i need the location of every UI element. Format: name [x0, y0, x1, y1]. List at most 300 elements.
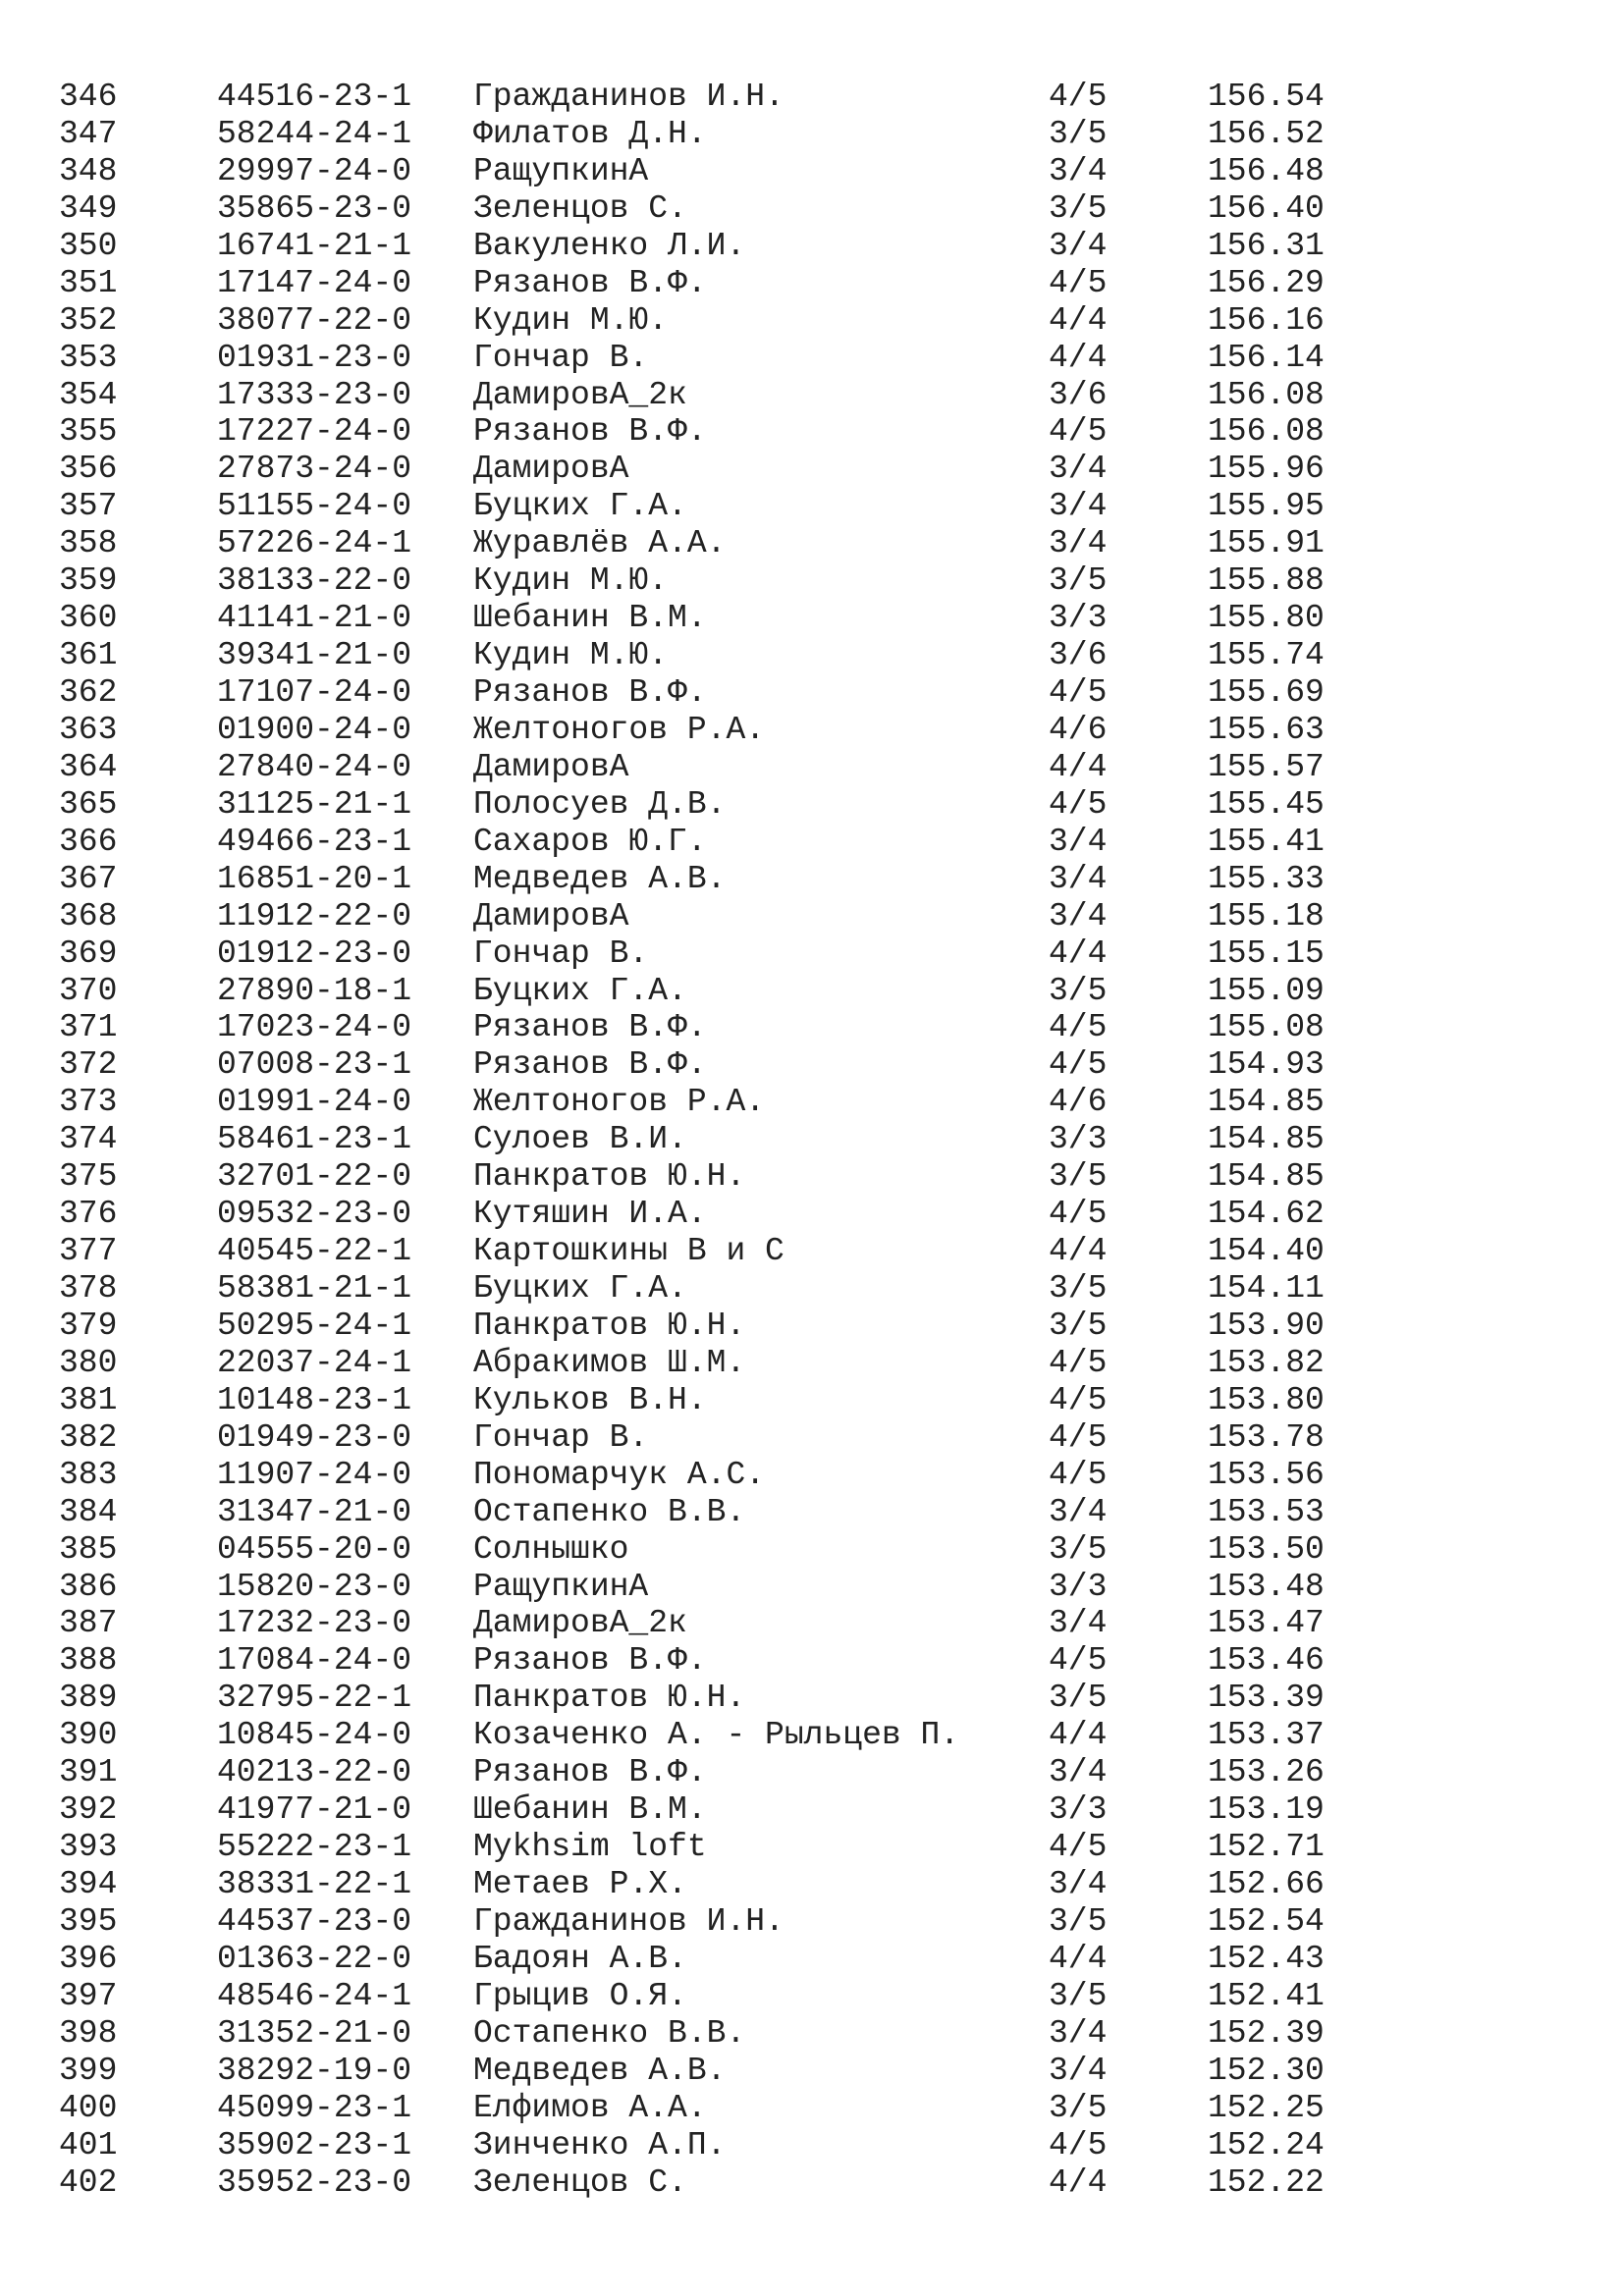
ring-number: 41141-21-0 — [217, 600, 412, 637]
ring-number: 04555-20-0 — [217, 1530, 412, 1568]
row-number: 383 — [59, 1456, 118, 1493]
row-number: 378 — [59, 1270, 118, 1307]
table-row — [59, 1308, 1335, 1345]
owner-name: Рязанов В.Ф. — [473, 1642, 707, 1680]
result-ratio: 3/4 — [1049, 897, 1108, 934]
result-ratio: 4/5 — [1049, 785, 1108, 823]
ring-number: 01949-23-0 — [217, 1418, 412, 1456]
row-number: 370 — [59, 972, 118, 1009]
owner-name: ДамировА_2к — [473, 1605, 687, 1642]
ring-number: 10148-23-1 — [217, 1381, 412, 1418]
owner-name: Рязанов В.Ф. — [473, 1754, 707, 1791]
owner-name: Кудин М.Ю. — [473, 301, 669, 339]
ring-number: 27840-24-0 — [217, 748, 412, 785]
ring-number: 38077-22-0 — [217, 301, 412, 339]
owner-name: Пономарчук А.С. — [473, 1456, 766, 1493]
score-value: 154.40 — [1208, 1233, 1325, 1270]
result-ratio: 3/5 — [1049, 1680, 1108, 1717]
result-ratio: 3/4 — [1049, 1605, 1108, 1642]
ring-number: 17023-24-0 — [217, 1009, 412, 1046]
score-value: 154.85 — [1208, 1084, 1325, 1121]
ring-number: 07008-23-1 — [217, 1046, 412, 1084]
row-number: 346 — [59, 79, 118, 115]
ring-number: 31125-21-1 — [217, 785, 412, 823]
table-row — [59, 1941, 1335, 1978]
ring-number: 38133-22-0 — [217, 562, 412, 600]
table-row — [59, 1233, 1335, 1270]
result-ratio: 4/5 — [1049, 1418, 1108, 1456]
result-ratio: 4/5 — [1049, 1381, 1108, 1418]
table-row — [59, 2090, 1335, 2127]
row-number: 390 — [59, 1717, 118, 1754]
result-ratio: 4/5 — [1049, 2126, 1108, 2163]
ring-number: 10845-24-0 — [217, 1717, 412, 1754]
score-value: 153.50 — [1208, 1530, 1325, 1568]
owner-name: Рязанов В.Ф. — [473, 264, 707, 301]
score-value: 152.54 — [1208, 1902, 1325, 1940]
score-value: 154.85 — [1208, 1158, 1325, 1196]
owner-name: Медведев А.В. — [473, 860, 727, 897]
owner-name: Буцких Г.А. — [473, 972, 687, 1009]
result-ratio: 3/5 — [1049, 2089, 1108, 2126]
owner-name: Буцких Г.А. — [473, 488, 687, 525]
row-number: 389 — [59, 1680, 118, 1717]
row-number: 397 — [59, 1977, 118, 2014]
result-ratio: 4/4 — [1049, 301, 1108, 339]
table-row — [59, 935, 1335, 973]
ring-number: 35865-23-0 — [217, 189, 412, 227]
table-row — [59, 1494, 1335, 1531]
ring-number: 16741-21-1 — [217, 227, 412, 264]
owner-name: ДамировА — [473, 451, 629, 488]
score-value: 152.39 — [1208, 2014, 1325, 2052]
owner-name: Солнышко — [473, 1530, 629, 1568]
result-ratio: 4/5 — [1049, 1196, 1108, 1233]
row-number: 391 — [59, 1754, 118, 1791]
row-number: 380 — [59, 1344, 118, 1381]
owner-name: Желтоногов Р.А. — [473, 1084, 766, 1121]
table-row — [59, 1121, 1335, 1158]
row-number: 365 — [59, 785, 118, 823]
result-ratio: 4/4 — [1049, 339, 1108, 376]
score-value: 156.16 — [1208, 301, 1325, 339]
row-number: 355 — [59, 413, 118, 451]
table-row — [59, 116, 1335, 153]
table-row — [59, 302, 1335, 340]
result-ratio: 3/3 — [1049, 1791, 1108, 1829]
ring-number: 27890-18-1 — [217, 972, 412, 1009]
row-number: 366 — [59, 823, 118, 860]
row-number: 387 — [59, 1605, 118, 1642]
score-value: 156.08 — [1208, 413, 1325, 451]
score-value: 153.46 — [1208, 1642, 1325, 1680]
score-value: 156.48 — [1208, 152, 1325, 189]
score-value: 154.93 — [1208, 1046, 1325, 1084]
ring-number: 49466-23-1 — [217, 823, 412, 860]
result-ratio: 4/5 — [1049, 1642, 1108, 1680]
owner-name: Желтоногов Р.А. — [473, 711, 766, 748]
ring-number: 01931-23-0 — [217, 339, 412, 376]
table-row — [59, 1717, 1335, 1754]
table-row — [59, 525, 1335, 562]
owner-name: Гончар В. — [473, 339, 649, 376]
ring-number: 11912-22-0 — [217, 897, 412, 934]
table-row — [59, 973, 1335, 1010]
result-ratio: 4/5 — [1049, 1009, 1108, 1046]
ring-number: 58381-21-1 — [217, 1270, 412, 1307]
owner-name: Шебанин В.М. — [473, 600, 707, 637]
score-value: 152.22 — [1208, 2163, 1325, 2201]
result-ratio: 3/6 — [1049, 637, 1108, 674]
ring-number: 41977-21-0 — [217, 1791, 412, 1829]
row-number: 374 — [59, 1121, 118, 1158]
owner-name: Вакуленко Л.И. — [473, 227, 746, 264]
row-number: 358 — [59, 525, 118, 562]
table-row — [59, 1046, 1335, 1084]
row-number: 372 — [59, 1046, 118, 1084]
row-number: 402 — [59, 2163, 118, 2201]
ring-number: 35952-23-0 — [217, 2163, 412, 2201]
result-ratio: 3/4 — [1049, 525, 1108, 562]
owner-name: Кудин М.Ю. — [473, 562, 669, 600]
row-number: 375 — [59, 1158, 118, 1196]
result-ratio: 4/5 — [1049, 413, 1108, 451]
table-row — [59, 600, 1335, 637]
owner-name: Сулоев В.И. — [473, 1121, 687, 1158]
owner-name: Журавлёв А.А. — [473, 525, 727, 562]
ring-number: 35902-23-1 — [217, 2126, 412, 2163]
score-value: 153.48 — [1208, 1568, 1325, 1605]
score-value: 155.09 — [1208, 972, 1325, 1009]
ring-number: 01912-23-0 — [217, 934, 412, 972]
row-number: 386 — [59, 1568, 118, 1605]
result-ratio: 3/4 — [1049, 860, 1108, 897]
owner-name: Кульков В.Н. — [473, 1381, 707, 1418]
score-value: 155.88 — [1208, 562, 1325, 600]
score-value: 152.24 — [1208, 2126, 1325, 2163]
ring-number: 40545-22-1 — [217, 1233, 412, 1270]
ring-number: 39341-21-0 — [217, 637, 412, 674]
row-number: 395 — [59, 1902, 118, 1940]
score-value: 152.25 — [1208, 2089, 1325, 2126]
owner-name: Абракимов Ш.М. — [473, 1344, 746, 1381]
ring-number: 22037-24-1 — [217, 1344, 412, 1381]
table-row — [59, 898, 1335, 935]
table-row — [59, 190, 1335, 228]
result-ratio: 4/5 — [1049, 1456, 1108, 1493]
row-number: 367 — [59, 860, 118, 897]
result-ratio: 3/5 — [1049, 115, 1108, 152]
table-row — [59, 2127, 1335, 2164]
result-ratio: 3/5 — [1049, 1530, 1108, 1568]
owner-name: Гражданинов И.Н. — [473, 79, 785, 115]
owner-name: Рязанов В.Ф. — [473, 1046, 707, 1084]
table-row — [59, 1791, 1335, 1829]
row-number: 394 — [59, 1866, 118, 1902]
row-number: 371 — [59, 1009, 118, 1046]
owner-name: Панкратов Ю.Н. — [473, 1307, 746, 1344]
score-value: 155.15 — [1208, 934, 1325, 972]
ring-number: 01363-22-0 — [217, 1940, 412, 1977]
row-number: 384 — [59, 1493, 118, 1530]
ring-number: 31347-21-0 — [217, 1493, 412, 1530]
owner-name: Метаев Р.Х. — [473, 1866, 687, 1902]
ring-number: 27873-24-0 — [217, 451, 412, 488]
result-ratio: 3/5 — [1049, 1902, 1108, 1940]
owner-name: Mykhsim loft — [473, 1829, 707, 1866]
owner-name: Панкратов Ю.Н. — [473, 1680, 746, 1717]
ring-number: 01900-24-0 — [217, 711, 412, 748]
score-value: 152.43 — [1208, 1940, 1325, 1977]
table-row — [59, 861, 1335, 898]
table-row — [59, 1866, 1335, 1903]
result-ratio: 4/5 — [1049, 264, 1108, 301]
ring-number: 55222-23-1 — [217, 1829, 412, 1866]
table-row — [59, 1345, 1335, 1382]
ring-number: 17107-24-0 — [217, 674, 412, 711]
table-row — [59, 1978, 1335, 2015]
row-number: 359 — [59, 562, 118, 600]
score-value: 153.47 — [1208, 1605, 1325, 1642]
result-ratio: 4/5 — [1049, 1829, 1108, 1866]
table-row — [59, 340, 1335, 377]
table-row — [59, 1569, 1335, 1606]
table-row — [59, 1382, 1335, 1419]
ring-number: 40213-22-0 — [217, 1754, 412, 1791]
score-value: 156.14 — [1208, 339, 1325, 376]
score-value: 156.52 — [1208, 115, 1325, 152]
owner-name: Рязанов В.Ф. — [473, 674, 707, 711]
table-row — [59, 1084, 1335, 1121]
ring-number: 17084-24-0 — [217, 1642, 412, 1680]
ring-number: 44537-23-0 — [217, 1902, 412, 1940]
ring-number: 32701-22-0 — [217, 1158, 412, 1196]
score-value: 155.69 — [1208, 674, 1325, 711]
result-ratio: 3/4 — [1049, 227, 1108, 264]
score-value: 152.30 — [1208, 2052, 1325, 2089]
row-number: 392 — [59, 1791, 118, 1829]
row-number: 348 — [59, 152, 118, 189]
table-row — [59, 413, 1335, 451]
score-value: 155.08 — [1208, 1009, 1325, 1046]
owner-name: Рязанов В.Ф. — [473, 413, 707, 451]
table-row — [59, 1196, 1335, 1233]
owner-name: Гончар В. — [473, 934, 649, 972]
result-ratio: 4/6 — [1049, 1084, 1108, 1121]
result-ratio: 3/5 — [1049, 189, 1108, 227]
table-row — [59, 79, 1335, 116]
result-ratio: 3/4 — [1049, 451, 1108, 488]
ring-number: 38292-19-0 — [217, 2052, 412, 2089]
table-row — [59, 674, 1335, 712]
owner-name: Зеленцов С. — [473, 189, 687, 227]
table-row — [59, 1457, 1335, 1494]
score-value: 153.80 — [1208, 1381, 1325, 1418]
result-ratio: 4/4 — [1049, 934, 1108, 972]
score-value: 155.45 — [1208, 785, 1325, 823]
row-number: 382 — [59, 1418, 118, 1456]
score-value: 155.74 — [1208, 637, 1325, 674]
table-row — [59, 2053, 1335, 2090]
row-number: 354 — [59, 376, 118, 413]
score-value: 156.08 — [1208, 376, 1325, 413]
table-row — [59, 1754, 1335, 1791]
score-value: 153.39 — [1208, 1680, 1325, 1717]
row-number: 349 — [59, 189, 118, 227]
table-row — [59, 1605, 1335, 1642]
row-number: 347 — [59, 115, 118, 152]
table-row — [59, 786, 1335, 824]
score-value: 153.37 — [1208, 1717, 1325, 1754]
owner-name: Кутяшин И.А. — [473, 1196, 707, 1233]
table-row — [59, 1270, 1335, 1308]
row-number: 373 — [59, 1084, 118, 1121]
row-number: 353 — [59, 339, 118, 376]
owner-name: Елфимов А.А. — [473, 2089, 707, 2126]
result-ratio: 4/4 — [1049, 2163, 1108, 2201]
result-ratio: 3/4 — [1049, 152, 1108, 189]
row-number: 379 — [59, 1307, 118, 1344]
ring-number: 17147-24-0 — [217, 264, 412, 301]
row-number: 356 — [59, 451, 118, 488]
score-value: 153.56 — [1208, 1456, 1325, 1493]
score-value: 152.41 — [1208, 1977, 1325, 2014]
result-ratio: 3/5 — [1049, 972, 1108, 1009]
row-number: 357 — [59, 488, 118, 525]
table-row — [59, 749, 1335, 786]
score-value: 152.71 — [1208, 1829, 1325, 1866]
owner-name: Остапенко В.В. — [473, 2014, 746, 2052]
score-value: 155.41 — [1208, 823, 1325, 860]
table-row — [59, 153, 1335, 190]
owner-name: Кудин М.Ю. — [473, 637, 669, 674]
row-number: 364 — [59, 748, 118, 785]
score-value: 155.18 — [1208, 897, 1325, 934]
score-value: 155.95 — [1208, 488, 1325, 525]
result-ratio: 3/4 — [1049, 823, 1108, 860]
result-ratio: 3/4 — [1049, 1754, 1108, 1791]
row-number: 401 — [59, 2126, 118, 2163]
ring-number: 32795-22-1 — [217, 1680, 412, 1717]
owner-name: Грыцив О.Я. — [473, 1977, 687, 2014]
result-ratio: 4/4 — [1049, 748, 1108, 785]
ring-number: 44516-23-1 — [217, 79, 412, 115]
results-list — [59, 79, 1335, 2201]
owner-name: Полосуев Д.В. — [473, 785, 727, 823]
table-row — [59, 2164, 1335, 2202]
owner-name: Гражданинов И.Н. — [473, 1902, 785, 1940]
owner-name: ДамировА — [473, 748, 629, 785]
score-value: 155.57 — [1208, 748, 1325, 785]
table-row — [59, 824, 1335, 861]
table-row — [59, 712, 1335, 749]
ring-number: 09532-23-0 — [217, 1196, 412, 1233]
table-row — [59, 1829, 1335, 1866]
score-value: 156.54 — [1208, 79, 1325, 115]
table-row — [59, 1642, 1335, 1680]
result-ratio: 3/5 — [1049, 1158, 1108, 1196]
owner-name: Рязанов В.Ф. — [473, 1009, 707, 1046]
owner-name: Сахаров Ю.Г. — [473, 823, 707, 860]
row-number: 385 — [59, 1530, 118, 1568]
row-number: 361 — [59, 637, 118, 674]
owner-name: Картошкины В и С — [473, 1233, 785, 1270]
result-ratio: 3/4 — [1049, 2014, 1108, 2052]
table-row — [59, 1419, 1335, 1457]
result-ratio: 3/3 — [1049, 1121, 1108, 1158]
ring-number: 17232-23-0 — [217, 1605, 412, 1642]
score-value: 155.96 — [1208, 451, 1325, 488]
table-row — [59, 1531, 1335, 1569]
result-ratio: 4/5 — [1049, 1344, 1108, 1381]
row-number: 363 — [59, 711, 118, 748]
owner-name: РащупкинА — [473, 152, 649, 189]
result-ratio: 4/6 — [1049, 711, 1108, 748]
row-number: 399 — [59, 2052, 118, 2089]
score-value: 153.53 — [1208, 1493, 1325, 1530]
score-value: 153.82 — [1208, 1344, 1325, 1381]
table-row — [59, 265, 1335, 302]
ring-number: 51155-24-0 — [217, 488, 412, 525]
row-number: 362 — [59, 674, 118, 711]
score-value: 156.31 — [1208, 227, 1325, 264]
table-row — [59, 1009, 1335, 1046]
owner-name: Бадоян А.В. — [473, 1940, 687, 1977]
score-value: 154.62 — [1208, 1196, 1325, 1233]
ring-number: 58461-23-1 — [217, 1121, 412, 1158]
ring-number: 31352-21-0 — [217, 2014, 412, 2052]
owner-name: Панкратов Ю.Н. — [473, 1158, 746, 1196]
score-value: 154.85 — [1208, 1121, 1325, 1158]
table-row — [59, 1158, 1335, 1196]
owner-name: Медведев А.В. — [473, 2052, 727, 2089]
table-row — [59, 377, 1335, 414]
score-value: 155.80 — [1208, 600, 1325, 637]
row-number: 400 — [59, 2089, 118, 2126]
ring-number: 01991-24-0 — [217, 1084, 412, 1121]
result-ratio: 3/4 — [1049, 1866, 1108, 1902]
table-row — [59, 562, 1335, 600]
result-ratio: 4/5 — [1049, 1046, 1108, 1084]
result-ratio: 3/4 — [1049, 2052, 1108, 2089]
owner-name: РащупкинА — [473, 1568, 649, 1605]
ring-number: 58244-24-1 — [217, 115, 412, 152]
score-value: 152.66 — [1208, 1866, 1325, 1902]
result-ratio: 3/3 — [1049, 1568, 1108, 1605]
owner-name: Козаченко А. - Рыльцев П. — [473, 1717, 960, 1754]
row-number: 398 — [59, 2014, 118, 2052]
ring-number: 48546-24-1 — [217, 1977, 412, 2014]
row-number: 376 — [59, 1196, 118, 1233]
owner-name: Буцких Г.А. — [473, 1270, 687, 1307]
result-ratio: 3/3 — [1049, 600, 1108, 637]
ring-number: 29997-24-0 — [217, 152, 412, 189]
row-number: 350 — [59, 227, 118, 264]
row-number: 352 — [59, 301, 118, 339]
ring-number: 11907-24-0 — [217, 1456, 412, 1493]
ring-number: 17333-23-0 — [217, 376, 412, 413]
table-row — [59, 1680, 1335, 1717]
score-value: 155.63 — [1208, 711, 1325, 748]
score-value: 153.90 — [1208, 1307, 1325, 1344]
table-row — [59, 488, 1335, 525]
score-value: 153.19 — [1208, 1791, 1325, 1829]
score-value: 153.26 — [1208, 1754, 1325, 1791]
owner-name: Зинченко А.П. — [473, 2126, 727, 2163]
table-row — [59, 1903, 1335, 1941]
result-ratio: 3/4 — [1049, 488, 1108, 525]
owner-name: Филатов Д.Н. — [473, 115, 707, 152]
